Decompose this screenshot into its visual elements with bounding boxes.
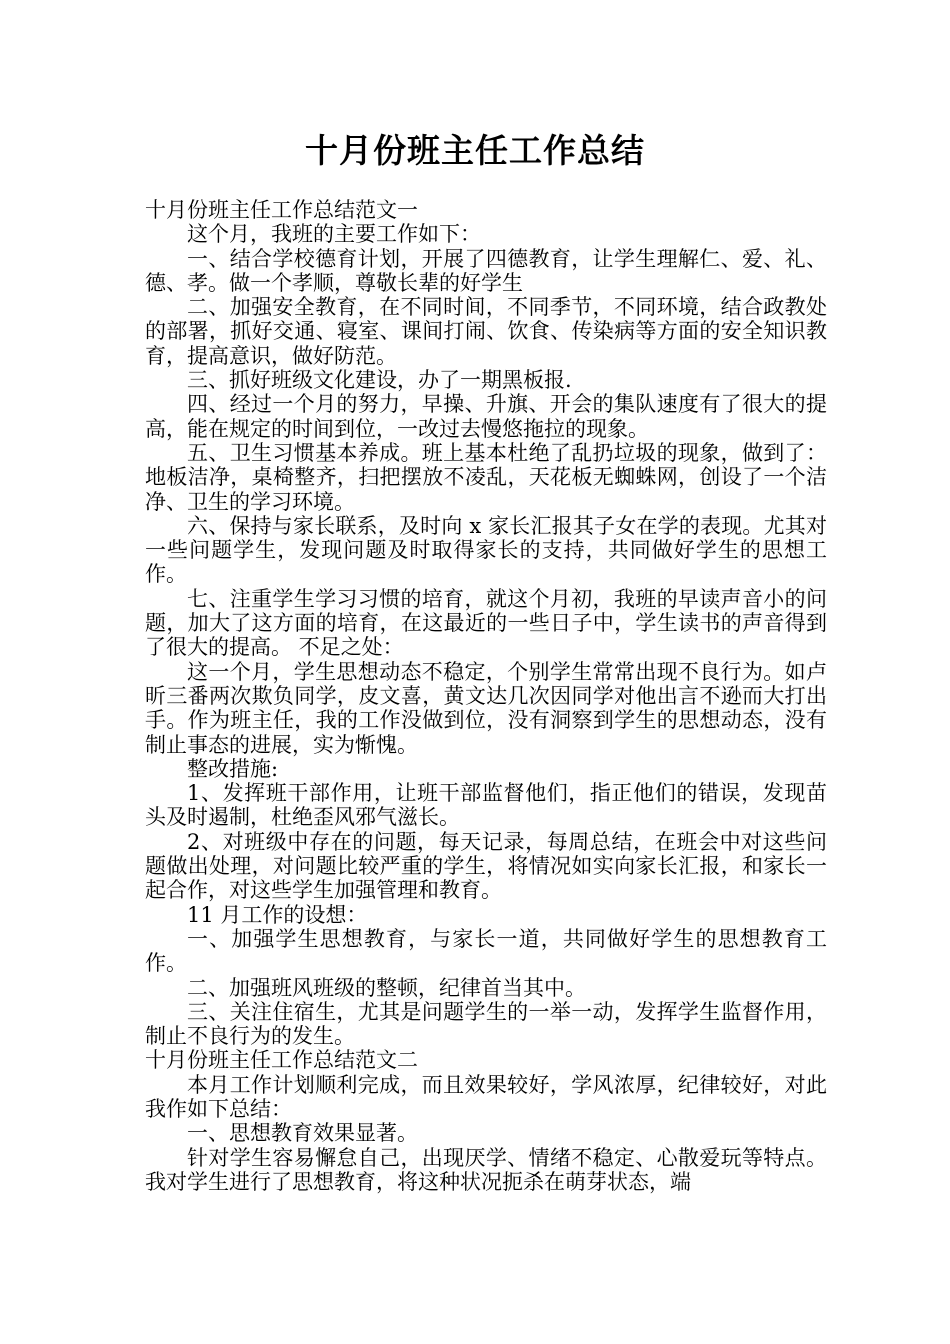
section-heading: 十月份班主任工作总结范文一 — [145, 198, 418, 222]
body-paragraph: 2、对班级中存在的问题，每天记录，每周总结，在班会中对这些问题做出处理，对问题比较严重的学生，将情况如实向家长汇报，和家长一起合作，对这些学生加强管理和教育。 — [145, 829, 827, 903]
body-paragraph: 1、发挥班干部作用，让班干部监督他们，指正他们的错误，发现苗头及时遏制，杜绝歪风邪气滋长。 — [145, 781, 827, 830]
body-paragraph: 整改措施: — [187, 756, 279, 781]
body-paragraph: 二、加强班风班级的整顿，纪律首当其中。 — [187, 975, 586, 1000]
body-paragraph: 四、经过一个月的努力，早操、升旗、开会的集队速度有了很大的提高，能在规定的时间到位，一改过去慢悠拖拉的现象。 — [145, 392, 827, 441]
body-paragraph: 这一个月，学生思想动态不稳定，个别学生常常出现不良行为。如卢昕三番两次欺负同学，皮文喜，黄文达几次因同学对他出言不逊而大打出手。作为班主任，我的工作没做到位，没有洞察到学生的思想动态，没有制止事态的进展，实为惭愧。 — [145, 659, 827, 757]
body-paragraph: 一、思想教育效果显著。 — [187, 1121, 418, 1146]
body-paragraph: 一、加强学生思想教育，与家长一道，共同做好学生的思想教育工作。 — [145, 926, 827, 976]
document-title: 十月份班主任工作总结 — [305, 131, 645, 170]
body-paragraph: 七、注重学生学习习惯的培育，就这个月初，我班的早读声音小的问题，加大了这方面的培育，在这最近的一些日子中，学生读书的声音得到了很大的提高。 不足之处： — [145, 586, 827, 660]
body-paragraph: 这个月，我班的主要工作如下： — [187, 222, 481, 247]
body-paragraph: 三、抓好班级文化建设，办了一期黑板报. — [187, 368, 572, 393]
body-paragraph: 三、关注住宿生，尤其是问题学生的一举一动，发挥学生监督作用，制止不良行为的发生。 — [145, 999, 827, 1049]
body-paragraph: 针对学生容易懈怠自己，出现厌学、情绪不稳定、心散爱玩等特点。我对学生进行了思想教育，将这种状况扼杀在萌芽状态，端 — [145, 1145, 827, 1194]
body-paragraph: 二、加强安全教育，在不同时间，不同季节，不同环境，结合政教处的部署，抓好交通、寝室、课间打闹、饮食、传染病等方面的安全知识教育，提高意识，做好防范。 — [145, 295, 827, 368]
document-body — [145, 198, 827, 1194]
section-heading: 十月份班主任工作总结范文二 — [145, 1048, 418, 1073]
body-paragraph: 11 月工作的设想： — [187, 902, 368, 927]
body-paragraph: 一、结合学校德育计划，开展了四德教育，让学生理解仁、爱、礼、德、孝。做一个孝顺，尊敬长辈的好学生 — [145, 246, 827, 295]
body-paragraph: 六、保持与家长联系，及时向 x 家长汇报其子女在学的表现。尤其对一些问题学生，发现问题及时取得家长的支持，共同做好学生的思想工作。 — [145, 513, 827, 587]
body-paragraph: 本月工作计划顺利完成，而且效果较好，学风浓厚，纪律较好，对此我作如下总结： — [145, 1072, 827, 1121]
body-paragraph: 五、卫生习惯基本养成。班上基本杜绝了乱扔垃圾的现象，做到了：地板洁净，桌椅整齐，扫把摆放不凌乱，天花板无蜘蛛网，创设了一个洁净、卫生的学习环境。 — [145, 440, 827, 514]
